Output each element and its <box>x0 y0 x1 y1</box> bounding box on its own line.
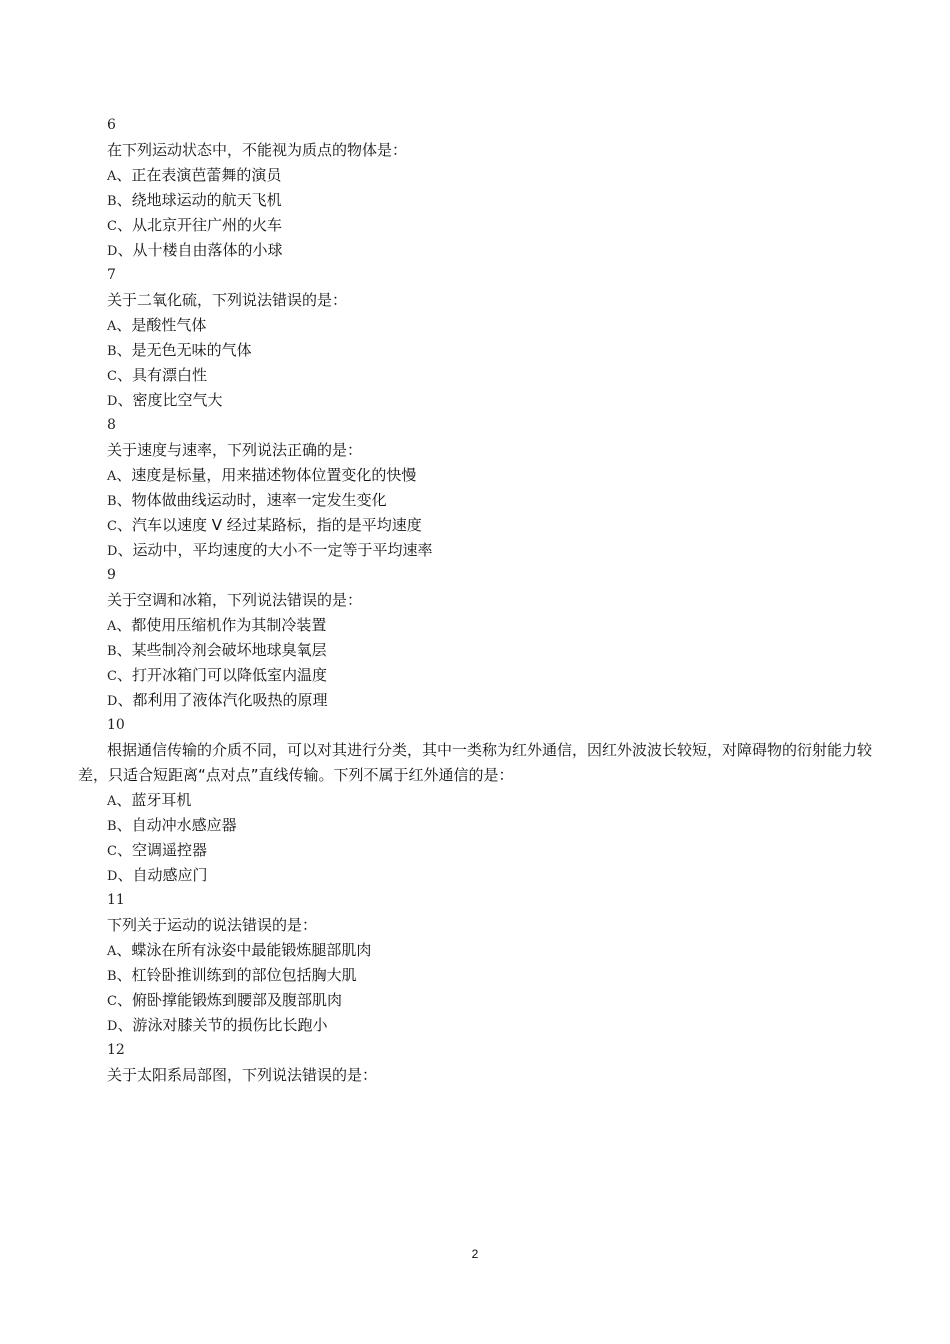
option-c <box>107 838 877 863</box>
option-letter: D <box>107 244 118 259</box>
option-letter: A <box>107 319 117 334</box>
option-text: 、都利用了液体汽化吸热的原理 <box>117 691 328 709</box>
option-letter: B <box>107 644 117 659</box>
option-b <box>107 188 877 213</box>
option-d <box>107 688 877 713</box>
option-d <box>107 388 877 413</box>
question-list <box>78 113 877 1088</box>
question-10 <box>78 713 877 888</box>
option-text: 、从北京开往广州的火车 <box>116 216 282 234</box>
option-text: 、某些制冷剂会破坏地球臭氧层 <box>116 641 327 659</box>
option-b <box>107 638 877 663</box>
option-text: 、空调遥控器 <box>116 841 207 859</box>
option-letter: D <box>107 544 118 559</box>
option-letter: A <box>107 619 117 634</box>
option-letter: D <box>107 869 118 884</box>
option-text: 、是酸性气体 <box>116 316 207 334</box>
option-text: 、自动感应门 <box>117 866 208 884</box>
option-text: 、具有漂白性 <box>116 366 207 384</box>
option-c <box>107 988 877 1013</box>
question-number: 8 <box>107 417 116 433</box>
option-c <box>107 213 877 238</box>
option-a <box>107 938 877 963</box>
page-number: 2 <box>471 1247 479 1261</box>
option-text: 、是无色无味的气体 <box>116 341 252 359</box>
option-letter: A <box>107 469 117 484</box>
question-number: 11 <box>107 892 125 908</box>
option-d <box>107 538 877 563</box>
question-number: 7 <box>107 267 116 283</box>
option-letter: B <box>107 819 117 834</box>
option-a <box>107 788 877 813</box>
question-stem: 关于空调和冰箱，下列说法错误的是： <box>107 591 363 609</box>
option-c <box>107 663 877 688</box>
option-c <box>107 513 877 538</box>
question-stem: 关于速度与速率，下列说法正确的是： <box>107 441 363 459</box>
question-stem: 在下列运动状态中，不能视为质点的物体是： <box>107 141 408 159</box>
option-letter: C <box>107 369 117 384</box>
question-number: 12 <box>107 1042 125 1058</box>
option-letter: C <box>107 219 117 234</box>
option-b <box>107 488 877 513</box>
option-a <box>107 313 877 338</box>
option-letter: A <box>107 169 117 184</box>
option-a <box>107 613 877 638</box>
option-text: 、速度是标量，用来描述物体位置变化的快慢 <box>116 466 417 484</box>
question-stem: 根据通信传输的介质不同，可以对其进行分类，其中一类称为红外通信，因红外波波长较短，对障碍物的衍射能力较差，只适合短距离“点对点”直线传输。下列不属于红外通信的是： <box>78 741 873 784</box>
question-8 <box>107 413 877 563</box>
option-text: 、俯卧撑能锻炼到腰部及腹部肌肉 <box>116 991 342 1009</box>
option-letter: B <box>107 494 117 509</box>
option-letter: B <box>107 194 117 209</box>
option-letter: D <box>107 694 118 709</box>
option-text: 、绕地球运动的航天飞机 <box>116 191 282 209</box>
question-stem: 关于二氧化硫，下列说法错误的是： <box>107 291 348 309</box>
question-12 <box>107 1038 877 1088</box>
question-stem: 下列关于运动的说法错误的是： <box>107 916 318 934</box>
option-text: 、打开冰箱门可以降低室内温度 <box>116 666 327 684</box>
option-letter: C <box>107 519 117 534</box>
option-d <box>107 863 877 888</box>
option-letter: B <box>107 344 117 359</box>
option-text: 、蝶泳在所有泳姿中最能锻炼腿部肌肉 <box>116 941 372 959</box>
question-number: 9 <box>107 567 116 583</box>
option-text: 、物体做曲线运动时，速率一定发生变化 <box>116 491 387 509</box>
option-letter: C <box>107 994 117 1009</box>
option-d <box>107 1013 877 1038</box>
question-9 <box>107 563 877 713</box>
option-letter: C <box>107 669 117 684</box>
option-b <box>107 963 877 988</box>
question-stem: 关于太阳系局部图，下列说法错误的是： <box>107 1066 378 1084</box>
option-letter: C <box>107 844 117 859</box>
option-text: 、密度比空气大 <box>117 391 223 409</box>
question-6 <box>107 113 877 263</box>
question-number: 10 <box>107 717 125 733</box>
option-text: 、杠铃卧推训练到的部位包括胸大肌 <box>116 966 357 984</box>
option-letter: A <box>107 944 117 959</box>
option-c <box>107 363 877 388</box>
option-letter: D <box>107 1019 118 1034</box>
option-text: 、正在表演芭蕾舞的演员 <box>116 166 282 184</box>
option-text: 、自动冲水感应器 <box>116 816 237 834</box>
option-text: 、都使用压缩机作为其制冷装置 <box>116 616 327 634</box>
option-a <box>107 463 877 488</box>
question-7 <box>107 263 877 413</box>
option-a <box>107 163 877 188</box>
option-text: 、从十楼自由落体的小球 <box>117 241 283 259</box>
option-text: 、汽车以速度 V 经过某路标，指的是平均速度 <box>116 516 422 534</box>
option-text: 、蓝牙耳机 <box>116 791 192 809</box>
option-d <box>107 238 877 263</box>
question-number: 6 <box>107 117 116 133</box>
option-b <box>107 338 877 363</box>
option-text: 、运动中，平均速度的大小不一定等于平均速率 <box>117 541 433 559</box>
option-text: 、游泳对膝关节的损伤比长跑小 <box>117 1016 328 1034</box>
option-letter: A <box>107 794 117 809</box>
question-11 <box>107 888 877 1038</box>
option-letter: B <box>107 969 117 984</box>
option-b <box>107 813 877 838</box>
option-letter: D <box>107 394 118 409</box>
